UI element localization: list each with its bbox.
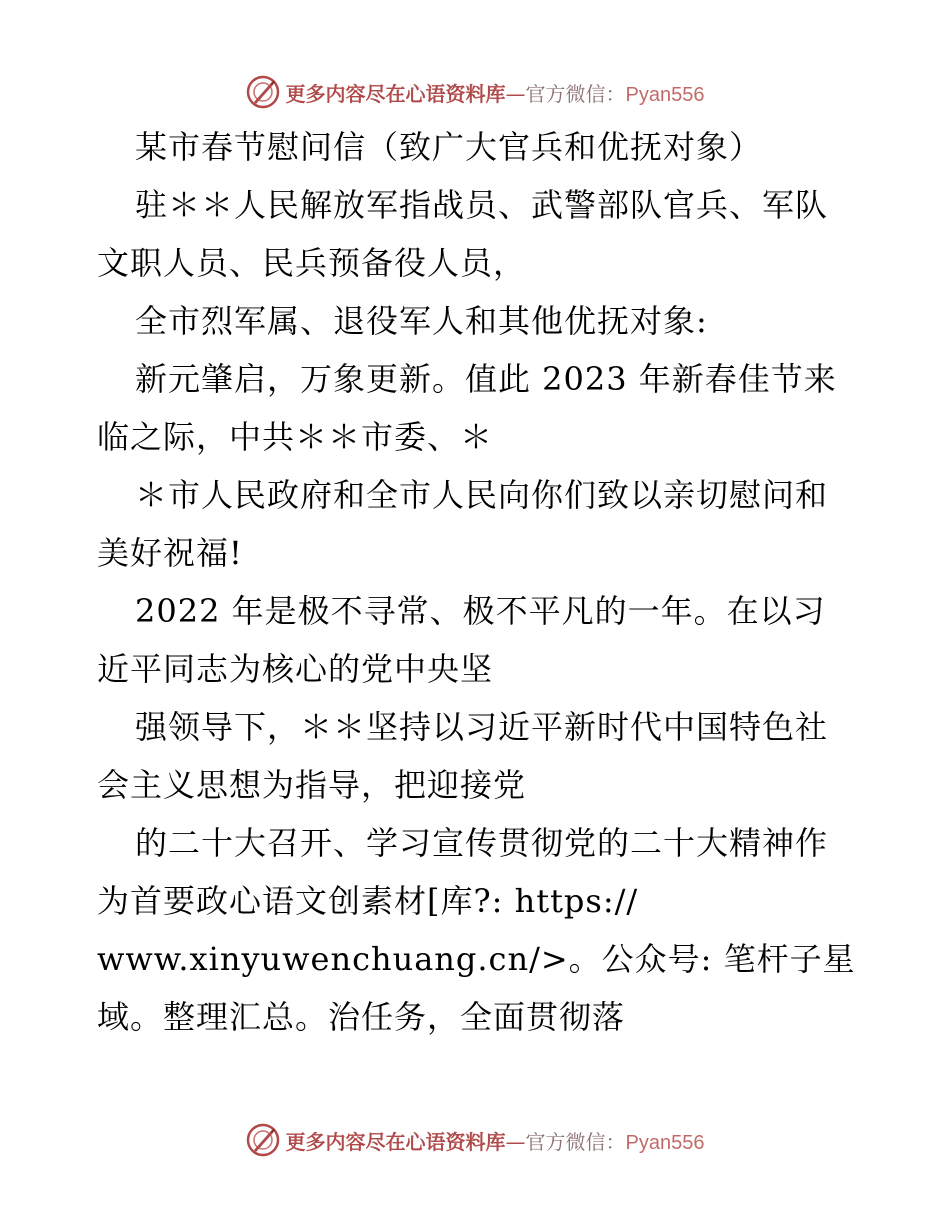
text-line: 全市烈军属、退役军人和其他优抚对象: (135, 302, 708, 340)
header-banner (0, 72, 950, 112)
quill-logo-icon (246, 75, 280, 109)
document-title: 某市春节慰问信（致广大官兵和优抚对象） (135, 128, 763, 166)
text-line: 驻＊＊人民解放军指战员、武警部队官兵、军队 (135, 186, 829, 224)
banner-sub-text: 官方微信： (525, 81, 626, 106)
text-line: 美好祝福! (97, 534, 243, 572)
text-line: 临之际，中共＊＊市委、＊ (97, 418, 494, 456)
banner-text (286, 78, 705, 107)
text-line: 域。整理汇总。治任务，全面贯彻落 (97, 998, 626, 1036)
text-line: www.xinyuwenchuang.cn/>。公众号: 笔杆子星 (97, 940, 856, 978)
text-line: 2022 年是极不寻常、极不平凡的一年。在以习 (135, 592, 826, 630)
text-line: 近平同志为核心的党中央坚 (97, 650, 494, 688)
text-line: 的二十大召开、学习宣传贯彻党的二十大精神作 (135, 824, 829, 862)
text-line: 新元肇启，万象更新。值此 2023 年新春佳节来 (135, 360, 837, 398)
text-line: 文职人员、民兵预备役人员， (97, 244, 527, 282)
banner-main-text: 更多内容尽在心语资料库 (285, 1129, 506, 1154)
banner-dash: — (505, 1129, 526, 1154)
text-line: 会主义思想为指导，把迎接党 (97, 766, 527, 804)
banner-wechat-id: Pyan556 (625, 1131, 705, 1154)
banner-text (286, 1126, 705, 1155)
banner-sub-text: 官方微信： (525, 1129, 626, 1154)
banner-wechat-id: Pyan556 (625, 83, 705, 106)
text-line: 强领导下，＊＊坚持以习近平新时代中国特色社 (135, 708, 829, 746)
banner-dash: — (505, 81, 526, 106)
document-body (97, 118, 857, 1046)
text-line: 为首要政心语文创素材[库?: https:// (97, 882, 639, 920)
quill-logo-icon (246, 1123, 280, 1157)
text-line: ＊市人民政府和全市人民向你们致以亲切慰问和 (135, 476, 829, 514)
banner-main-text: 更多内容尽在心语资料库 (285, 81, 506, 106)
footer-banner (0, 1120, 950, 1160)
